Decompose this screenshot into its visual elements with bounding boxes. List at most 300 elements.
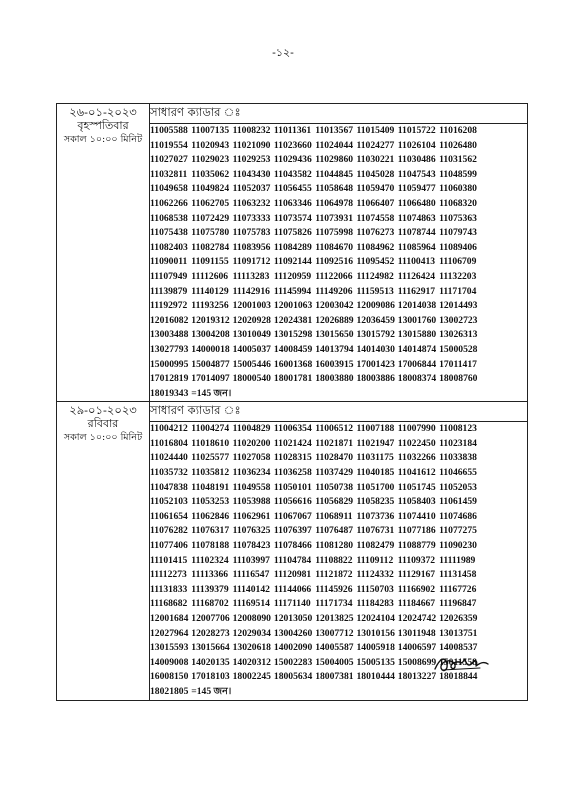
roll-number: 11145926 xyxy=(315,583,353,595)
roll-number: 11052037 xyxy=(232,183,271,195)
roll-number: 11075783 xyxy=(232,227,271,239)
roll-number: 11124982 xyxy=(356,270,394,282)
date-cell xyxy=(57,402,150,700)
roll-number: 17011417 xyxy=(439,358,477,370)
roll-number: 12008090 xyxy=(232,613,271,624)
roll-number: 11036234 xyxy=(232,467,271,479)
roll-number: 17012819 xyxy=(150,373,189,385)
roll-row xyxy=(150,422,527,437)
roll-number: 14002090 xyxy=(273,642,313,654)
roll-number: 14013794 xyxy=(315,343,354,355)
roll-number: 11120959 xyxy=(273,270,312,282)
roll-number: 11074686 xyxy=(439,510,477,522)
roll-number: 11124332 xyxy=(356,569,394,581)
roll-number: 11066407 xyxy=(356,197,395,209)
roll-row xyxy=(150,182,527,197)
roll-row xyxy=(150,372,527,387)
roll-number: 12007706 xyxy=(191,613,230,624)
total-count: =145 জন। xyxy=(191,387,232,399)
roll-number: 11029253 xyxy=(232,154,271,166)
roll-number: 11015409 xyxy=(356,125,395,136)
roll-number: 11100413 xyxy=(397,256,436,268)
roll-number: 18000540 xyxy=(232,373,271,385)
roll-number: 18002245 xyxy=(232,671,271,683)
roll-number: 12014038 xyxy=(397,300,437,312)
roll-number: 11090011 xyxy=(150,256,188,268)
roll-number: 11031175 xyxy=(356,452,394,464)
roll-number: 12016082 xyxy=(150,314,189,326)
roll-number: 11091712 xyxy=(232,256,271,268)
roll-number: 11088779 xyxy=(397,540,436,552)
roll-number: 11022450 xyxy=(397,437,436,449)
roll-number: 18018844 xyxy=(439,671,478,683)
roll-number: 11006354 xyxy=(273,423,312,435)
roll-number: 11078188 xyxy=(191,540,230,552)
roll-number: 11192972 xyxy=(150,300,188,312)
roll-number: 11171734 xyxy=(315,598,353,610)
roll-number: 11061459 xyxy=(439,496,477,508)
roll-number: 11060380 xyxy=(439,183,477,195)
roll-number: 14006597 xyxy=(397,642,437,654)
exam-schedule-table xyxy=(56,103,528,701)
roll-number: 11162917 xyxy=(397,285,436,297)
roll-number: 11064978 xyxy=(315,197,354,209)
roll-number: 13003488 xyxy=(150,329,189,341)
roll-number: 15008699 xyxy=(397,656,437,668)
roll-number: 11109372 xyxy=(397,554,436,566)
roll-number: 12020928 xyxy=(232,314,271,326)
roll-number: 11116547 xyxy=(232,569,270,581)
roll-number: 12036459 xyxy=(356,314,395,326)
roll-number: 11078744 xyxy=(397,227,436,239)
roll-number: 11011361 xyxy=(273,125,312,136)
roll-number: 11030221 xyxy=(356,154,395,166)
roll-number: 11084289 xyxy=(273,241,312,253)
roll-row xyxy=(150,451,527,466)
roll-number: 11020943 xyxy=(191,139,230,151)
roll-number: 11091155 xyxy=(191,256,229,268)
roll-number: 13015664 xyxy=(191,642,230,654)
roll-number: 11089406 xyxy=(439,241,477,253)
roll-number: 11056829 xyxy=(315,496,354,508)
roll-number: 18008374 xyxy=(397,373,437,385)
roll-number: 15004877 xyxy=(191,358,230,370)
roll-number: 12029034 xyxy=(232,627,271,639)
roll-number: 11047838 xyxy=(150,481,188,493)
roll-number: 17006844 xyxy=(397,358,437,370)
roll-number: 11168702 xyxy=(191,598,229,610)
roll-number: 11075363 xyxy=(439,212,477,224)
roll-number: 11113366 xyxy=(191,569,229,581)
roll-number: 11005588 xyxy=(150,125,188,136)
roll-number: 13015593 xyxy=(150,642,189,654)
roll-number: 11008232 xyxy=(232,125,271,136)
roll-number: 15000995 xyxy=(150,358,189,370)
roll-number: 11016804 xyxy=(150,437,188,449)
roll-number: 13004260 xyxy=(273,627,313,639)
roll-number: 12003042 xyxy=(315,300,354,312)
page-number: -১২- xyxy=(272,46,294,59)
roll-number: 11035062 xyxy=(191,168,230,180)
roll-number: 17001423 xyxy=(356,358,395,370)
roll-number: 11068911 xyxy=(315,510,353,522)
roll-number: 11131458 xyxy=(439,569,477,581)
roll-number: 17014097 xyxy=(191,373,230,385)
roll-row xyxy=(150,524,527,539)
roll-number: 11048191 xyxy=(191,481,230,493)
roll-number: 11159513 xyxy=(356,285,394,297)
roll-number: 11058648 xyxy=(315,183,354,195)
roll-number: 11109112 xyxy=(356,554,394,566)
total-count: =145 জন। xyxy=(191,685,232,697)
schedule-row xyxy=(57,402,528,422)
roll-number: 11059470 xyxy=(356,183,395,195)
roll-number: 11075780 xyxy=(191,227,230,239)
roll-number: 11004829 xyxy=(232,423,271,435)
roll-number: 12026889 xyxy=(315,314,354,326)
roll-row xyxy=(150,510,527,525)
roll-number: 13004208 xyxy=(191,329,230,341)
roll-number: 11024277 xyxy=(356,139,395,151)
roll-number: 13026313 xyxy=(439,329,478,341)
roll-number: 18007381 xyxy=(315,671,354,683)
roll-number: 11048599 xyxy=(439,168,477,180)
roll-number: 11035732 xyxy=(150,467,188,479)
roll-number: 11062961 xyxy=(232,510,271,522)
roll-number: 11032811 xyxy=(150,168,188,180)
roll-number: 13001760 xyxy=(397,314,437,326)
roll-number: 11007135 xyxy=(191,125,230,136)
roll-number: 11075826 xyxy=(273,227,312,239)
roll-number: 12001063 xyxy=(273,300,313,312)
roll-number: 11045028 xyxy=(356,168,395,180)
roll-row xyxy=(150,612,527,627)
roll-number: 11008123 xyxy=(439,423,477,435)
roll-number: 11166902 xyxy=(397,583,436,595)
roll-number: 12026359 xyxy=(439,613,478,624)
roll-number: 15004005 xyxy=(315,656,354,668)
roll-row xyxy=(150,583,527,598)
roll-number: 12024742 xyxy=(397,613,437,624)
roll-number: 15011558 xyxy=(439,656,477,668)
roll-number: 11083956 xyxy=(232,241,271,253)
roll-number: 11027027 xyxy=(150,154,188,166)
roll-number: 11082784 xyxy=(191,241,230,253)
roll-number: 11051745 xyxy=(397,481,436,493)
roll-number: 11074863 xyxy=(397,212,436,224)
roll-number: 15002283 xyxy=(273,656,313,668)
roll-number: 11106709 xyxy=(439,256,477,268)
roll-number: 18001781 xyxy=(273,373,313,385)
roll-number: 11004274 xyxy=(191,423,230,435)
roll-number: 11171140 xyxy=(273,598,311,610)
roll-number: 11052103 xyxy=(150,496,188,508)
roll-number: 11021947 xyxy=(356,437,395,449)
roll-number: 11018610 xyxy=(191,437,230,449)
roll-number: 11120981 xyxy=(273,569,312,581)
roll-number: 11140129 xyxy=(191,285,229,297)
roll-row xyxy=(150,481,527,496)
roll-number: 18005634 xyxy=(273,671,313,683)
roll-number: 11029023 xyxy=(191,154,230,166)
roll-number: 11139879 xyxy=(150,285,188,297)
roll-row xyxy=(150,358,527,373)
roll-number: 11092144 xyxy=(273,256,312,268)
roll-number: 11073736 xyxy=(356,510,395,522)
roll-number: 11140142 xyxy=(232,583,270,595)
roll-number: 16003915 xyxy=(315,358,354,370)
roll-number: 11073574 xyxy=(273,212,312,224)
roll-number: 11019554 xyxy=(150,139,188,151)
roll-number: 11063346 xyxy=(273,197,312,209)
roll-row xyxy=(150,226,527,241)
roll-number: 11112606 xyxy=(191,270,229,282)
roll-number: 14005037 xyxy=(232,343,271,355)
roll-number: 11077186 xyxy=(397,525,436,537)
roll-number: 11015722 xyxy=(397,125,436,136)
roll-number: 11108822 xyxy=(315,554,353,566)
roll-number: 11078466 xyxy=(273,540,312,552)
roll-number: 11030486 xyxy=(397,154,436,166)
roll-number: 11090230 xyxy=(439,540,477,552)
roll-number: 11193256 xyxy=(191,300,229,312)
cadre-label: সাধারণ ক্যাডার ঃ xyxy=(150,104,528,124)
roll-number: 11076282 xyxy=(150,525,188,537)
roll-number: 13015298 xyxy=(273,329,313,341)
roll-number: 12027964 xyxy=(150,627,189,639)
roll-number: 11046655 xyxy=(439,467,477,479)
roll-number: 11113283 xyxy=(232,270,270,282)
total-row xyxy=(150,685,527,700)
exam-time: সকাল ১০:০০ মিনিট xyxy=(63,134,143,145)
roll-number: 18013227 xyxy=(397,671,437,683)
roll-number: 11074410 xyxy=(397,510,436,522)
roll-row xyxy=(150,437,527,452)
roll-number: 14000018 xyxy=(191,343,230,355)
roll-number: 13020618 xyxy=(232,642,271,654)
roll-number: 11072429 xyxy=(191,212,230,224)
roll-row xyxy=(150,568,527,583)
roll-number: 16001368 xyxy=(273,358,313,370)
roll-number: 13015650 xyxy=(315,329,354,341)
roll-number: 11029436 xyxy=(273,154,312,166)
signature-image xyxy=(432,652,492,678)
roll-row xyxy=(150,212,527,227)
roll-number: 13013751 xyxy=(439,627,478,639)
roll-number: 12014493 xyxy=(439,300,478,312)
roll-number: 11076397 xyxy=(273,525,312,537)
roll-row xyxy=(150,597,527,612)
roll-number: 13015792 xyxy=(356,329,395,341)
roll-number: 11026104 xyxy=(397,139,436,151)
roll-number: 11029860 xyxy=(315,154,354,166)
roll-number: 11059477 xyxy=(397,183,436,195)
roll-number: 12013825 xyxy=(315,613,354,624)
roll-number: 11066480 xyxy=(397,197,436,209)
roll-number: 11023660 xyxy=(273,139,312,151)
roll-number: 11021424 xyxy=(273,437,312,449)
roll-row xyxy=(150,314,527,329)
roll-number: 14005587 xyxy=(315,642,354,654)
roll-row xyxy=(150,328,527,343)
cadre-label: সাধারণ ক্যাডার ঃ xyxy=(150,402,528,422)
roll-number: 11049558 xyxy=(232,481,271,493)
roll-number: 11058403 xyxy=(397,496,436,508)
roll-number: 11077275 xyxy=(439,525,477,537)
roll-number: 11068320 xyxy=(439,197,477,209)
roll-number: 12013050 xyxy=(273,613,313,624)
roll-number: 12019312 xyxy=(191,314,230,326)
roll-number: 11075998 xyxy=(315,227,354,239)
roll-number: 12009086 xyxy=(356,300,395,312)
roll-number: 11076317 xyxy=(191,525,230,537)
roll-number: 12028273 xyxy=(191,627,230,639)
roll-number: 11082403 xyxy=(150,241,188,253)
roll-number: 11050738 xyxy=(315,481,354,493)
roll-number: 13010156 xyxy=(356,627,395,639)
roll-number: 11084670 xyxy=(315,241,354,253)
roll-number: 12001684 xyxy=(150,613,189,624)
roll-number: 11053253 xyxy=(191,496,230,508)
roll-number: 11068538 xyxy=(150,212,188,224)
roll-number: 18003886 xyxy=(356,373,395,385)
roll-row xyxy=(150,270,527,285)
roll-number: 11142916 xyxy=(232,285,270,297)
roll-number: 18019343 xyxy=(150,387,189,399)
roll-number: 11062266 xyxy=(150,197,188,209)
roll-number: 11075438 xyxy=(150,227,188,239)
roll-number: 11076325 xyxy=(232,525,271,537)
roll-number: 11006512 xyxy=(315,423,354,435)
roll-number: 18010444 xyxy=(356,671,395,683)
roll-number: 11092516 xyxy=(315,256,354,268)
roll-number: 13002723 xyxy=(439,314,478,326)
roll-number: 11081280 xyxy=(315,540,354,552)
roll-number: 11078423 xyxy=(232,540,271,552)
exam-day: বৃহস্পতিবার xyxy=(77,119,129,132)
roll-number: 11076731 xyxy=(356,525,395,537)
roll-number: 13007712 xyxy=(315,627,354,639)
roll-row xyxy=(150,627,527,642)
roll-number: 11149206 xyxy=(315,285,353,297)
roll-number: 11044845 xyxy=(315,168,354,180)
roll-number: 11052053 xyxy=(439,481,477,493)
roll-number: 15005446 xyxy=(232,358,271,370)
roll-number: 11107949 xyxy=(150,270,188,282)
roll-number: 11129167 xyxy=(397,569,436,581)
roll-number: 11062705 xyxy=(191,197,230,209)
roll-row xyxy=(150,466,527,481)
roll-number: 14020135 xyxy=(191,656,230,668)
roll-number: 11032266 xyxy=(397,452,436,464)
roll-numbers-cell xyxy=(150,124,528,402)
exam-date: ২৯-০১-২০২৩ xyxy=(69,403,137,418)
roll-number: 11028470 xyxy=(315,452,354,464)
roll-number: 11139379 xyxy=(191,583,229,595)
roll-row xyxy=(150,241,527,256)
roll-number: 11050101 xyxy=(273,481,312,493)
roll-number: 11171704 xyxy=(439,285,477,297)
roll-number: 11073931 xyxy=(315,212,354,224)
roll-number: 11024440 xyxy=(150,452,188,464)
roll-number: 11049824 xyxy=(191,183,230,195)
roll-number: 11073333 xyxy=(232,212,271,224)
roll-number: 11026480 xyxy=(439,139,477,151)
roll-number: 11126424 xyxy=(397,270,436,282)
roll-number: 11132203 xyxy=(439,270,477,282)
roll-number: 11047543 xyxy=(397,168,436,180)
roll-number: 14014874 xyxy=(397,343,437,355)
roll-number: 18008760 xyxy=(439,373,478,385)
roll-number: 11020200 xyxy=(232,437,271,449)
roll-number: 11196847 xyxy=(439,598,477,610)
roll-number: 11033838 xyxy=(439,452,477,464)
roll-number: 11079743 xyxy=(439,227,477,239)
roll-row xyxy=(150,255,527,270)
roll-number: 11021871 xyxy=(315,437,354,449)
roll-number: 12024104 xyxy=(356,613,395,624)
roll-number: 13011948 xyxy=(397,627,436,639)
exam-day: রবিবার xyxy=(87,417,119,431)
roll-number: 11077406 xyxy=(150,540,188,552)
roll-number: 18021805 xyxy=(150,685,189,697)
roll-number: 11102324 xyxy=(191,554,229,566)
roll-number: 11031562 xyxy=(439,154,477,166)
roll-number: 11095452 xyxy=(356,256,395,268)
roll-number: 14014030 xyxy=(356,343,395,355)
roll-number: 11024044 xyxy=(315,139,354,151)
roll-number: 11076487 xyxy=(315,525,354,537)
roll-number: 11074558 xyxy=(356,212,395,224)
roll-number: 11062846 xyxy=(191,510,230,522)
roll-number: 11103997 xyxy=(232,554,270,566)
roll-number: 11007990 xyxy=(397,423,436,435)
roll-number: 11084962 xyxy=(356,241,395,253)
roll-number: 18003880 xyxy=(315,373,354,385)
roll-number: 11028315 xyxy=(273,452,312,464)
roll-number: 11150703 xyxy=(356,583,394,595)
exam-date: ২৬-০১-২০২৩ xyxy=(69,105,137,119)
roll-number: 11040185 xyxy=(356,467,395,479)
roll-number: 11082479 xyxy=(356,540,395,552)
roll-number: 14008537 xyxy=(439,642,478,654)
roll-number: 12024381 xyxy=(273,314,313,326)
roll-number: 11035812 xyxy=(191,467,230,479)
roll-number: 11184283 xyxy=(356,598,394,610)
schedule-row xyxy=(57,104,528,124)
roll-number: 14020312 xyxy=(232,656,271,668)
roll-row xyxy=(150,197,527,212)
roll-number: 11104784 xyxy=(273,554,312,566)
roll-number: 11101415 xyxy=(150,554,188,566)
roll-number: 11043430 xyxy=(232,168,271,180)
roll-number: 11122066 xyxy=(315,270,353,282)
roll-number: 11004212 xyxy=(150,423,188,435)
roll-row xyxy=(150,554,527,569)
roll-number: 11058235 xyxy=(356,496,395,508)
roll-number: 11007188 xyxy=(356,423,395,435)
roll-number: 14008459 xyxy=(273,343,313,355)
roll-number: 14005918 xyxy=(356,642,395,654)
roll-number: 14009008 xyxy=(150,656,189,668)
roll-number: 11144066 xyxy=(273,583,312,595)
roll-number: 11027058 xyxy=(232,452,271,464)
roll-number: 13015880 xyxy=(397,329,437,341)
roll-number: 11112273 xyxy=(150,569,187,581)
roll-number: 11043582 xyxy=(273,168,312,180)
exam-time: সকাল ১০:০০ মিনিট xyxy=(63,432,143,444)
roll-number: 13010049 xyxy=(232,329,271,341)
